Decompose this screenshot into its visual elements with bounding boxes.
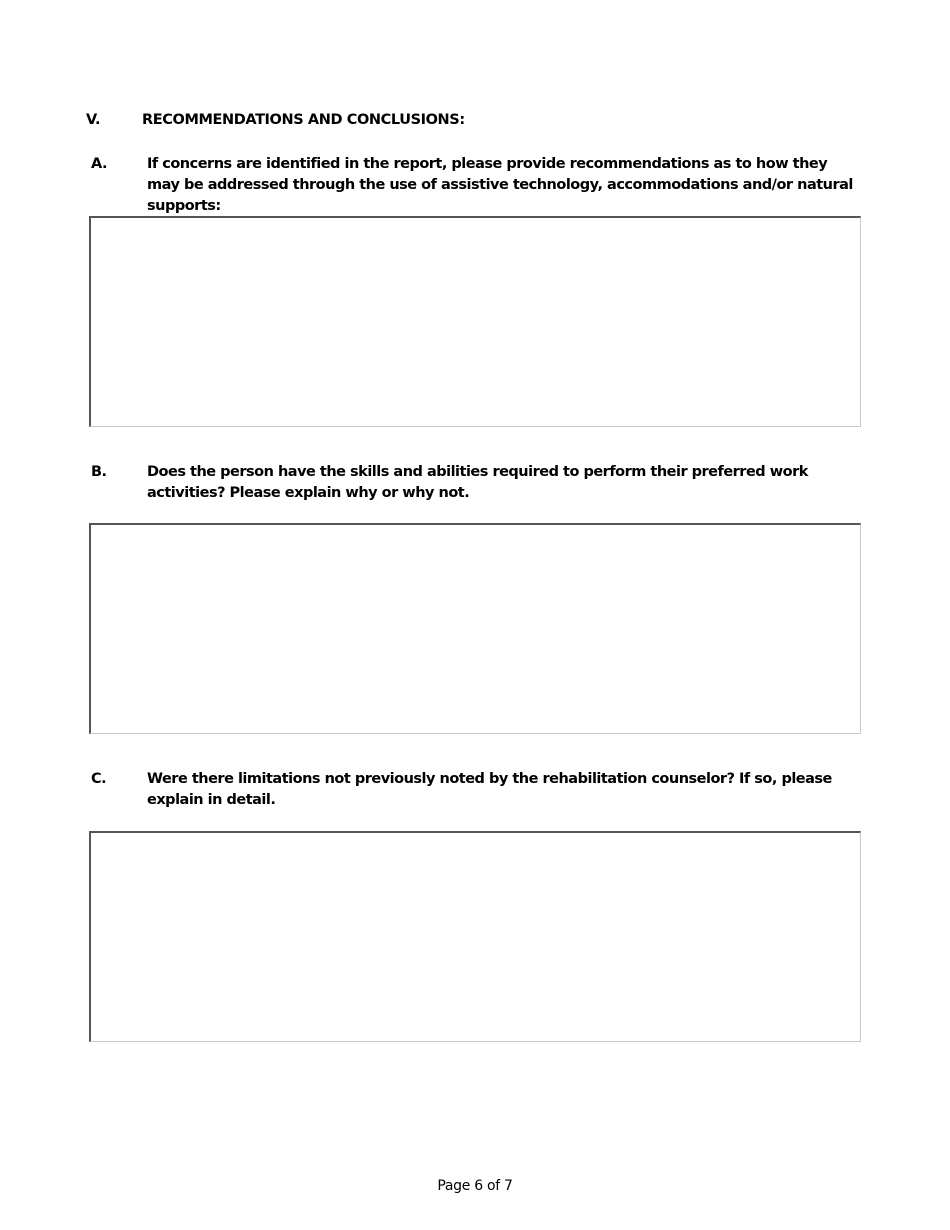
question-c [91, 769, 861, 811]
question-b-text: Does the person have the skills and abilities required to perform their preferred work activities? Please explain why or why not. [147, 464, 808, 501]
question-a-letter: A. [91, 156, 107, 172]
section-number: V. [86, 112, 101, 128]
answer-a-field[interactable] [89, 216, 861, 427]
question-b-letter: B. [91, 464, 107, 480]
question-b [91, 462, 861, 504]
question-c-text: Were there limitations not previously noted by the rehabilitation counselor? If so, please explain in detail. [147, 771, 832, 808]
section-heading [86, 111, 465, 129]
question-a [91, 154, 861, 217]
answer-c-field[interactable] [89, 831, 861, 1042]
question-a-text: If concerns are identified in the report, please provide recommendations as to how they may be addressed through the use of assistive technology, accommodations and/or natural supports: [147, 156, 853, 214]
page-number: Page 6 of 7 [437, 1178, 513, 1194]
answer-b-field[interactable] [89, 523, 861, 734]
question-c-letter: C. [91, 771, 107, 787]
section-title: RECOMMENDATIONS AND CONCLUSIONS: [142, 112, 465, 128]
